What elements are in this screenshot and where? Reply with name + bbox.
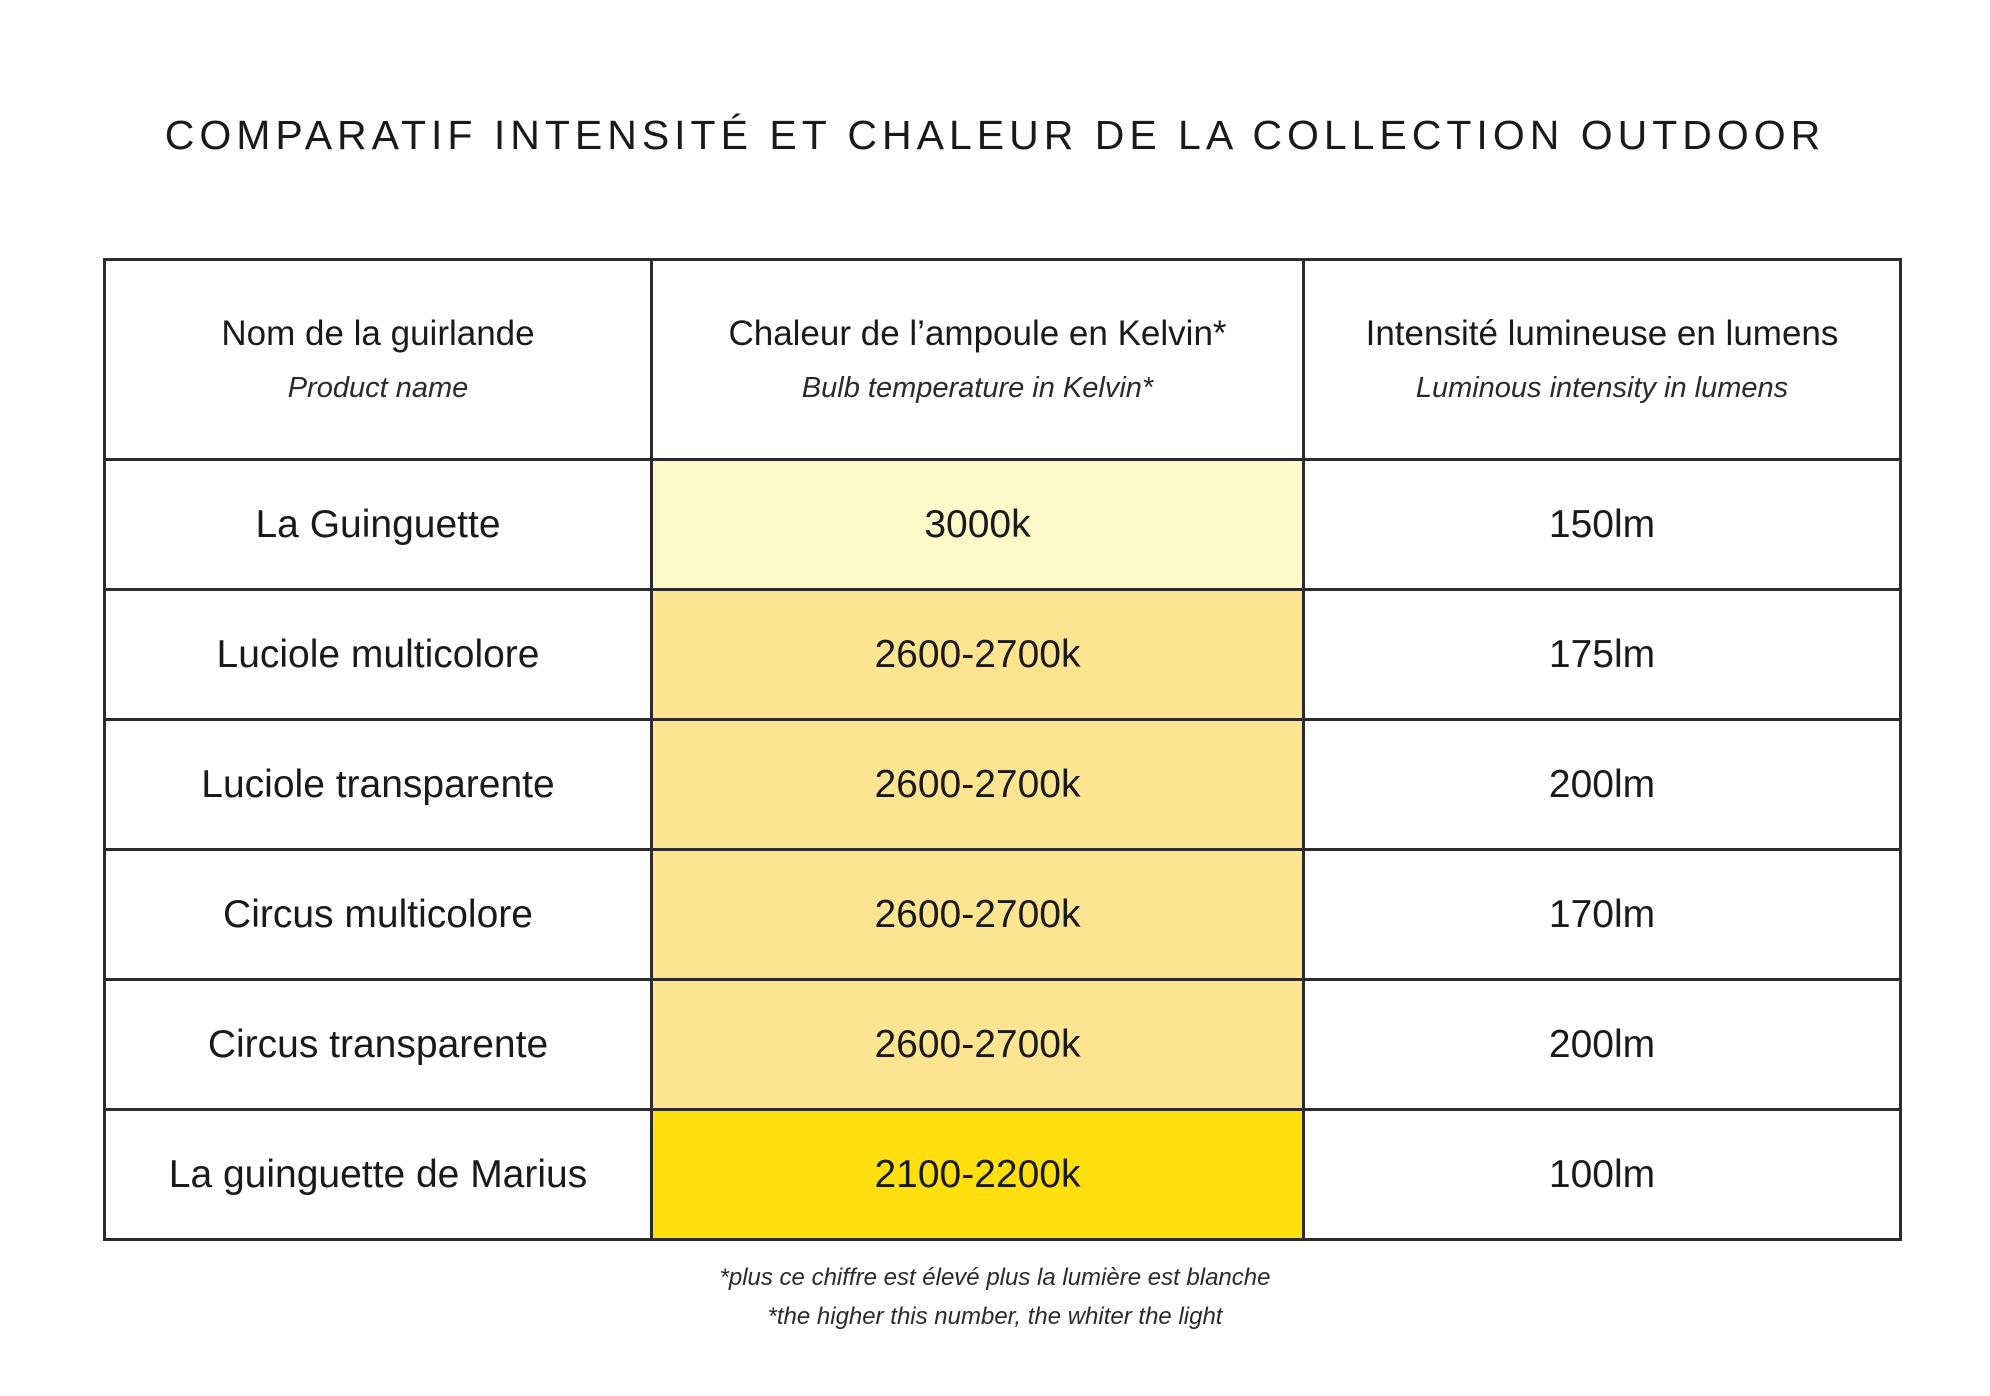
- kelvin-cell: [652, 590, 1304, 720]
- table-row: [105, 720, 1901, 850]
- kelvin-cell: [652, 1110, 1304, 1240]
- kelvin-value: 2600-2700k: [874, 762, 1081, 806]
- kelvin-cell: [652, 720, 1304, 850]
- lumens-value: 100lm: [1548, 1152, 1656, 1196]
- product-name-cell: [105, 720, 652, 850]
- header-main-label: Nom de la guirlande: [221, 314, 535, 353]
- lumens-value: 175lm: [1548, 632, 1656, 676]
- product-name-cell: [105, 460, 652, 590]
- page-title: COMPARATIF INTENSITÉ ET CHALEUR DE LA COLLECTION OUTDOOR: [164, 112, 1826, 158]
- header-sub-label: Bulb temperature in Kelvin*: [801, 372, 1154, 404]
- kelvin-value: 2600-2700k: [874, 1022, 1081, 1066]
- kelvin-value: 3000k: [924, 502, 1031, 546]
- product-name-cell: [105, 850, 652, 980]
- product-name: Luciole multicolore: [216, 632, 540, 676]
- kelvin-cell: [652, 850, 1304, 980]
- header-sub-label: Luminous intensity in lumens: [1415, 372, 1789, 404]
- comparison-table: [103, 258, 1902, 1241]
- product-name-cell: [105, 980, 652, 1110]
- table-row: [105, 590, 1901, 720]
- lumens-cell: [1304, 1110, 1901, 1240]
- header-sub-label: Product name: [287, 372, 469, 404]
- lumens-cell: [1304, 980, 1901, 1110]
- lumens-value: 200lm: [1548, 1022, 1656, 1066]
- lumens-cell: [1304, 590, 1901, 720]
- footnote-en: *the higher this number, the whiter the light: [767, 1303, 1223, 1330]
- product-name: Circus multicolore: [223, 892, 533, 936]
- lumens-value: 170lm: [1548, 892, 1656, 936]
- header-bulb-temperature: [652, 260, 1304, 460]
- header-luminous-intensity: [1304, 260, 1901, 460]
- lumens-value: 150lm: [1548, 502, 1656, 546]
- table-row: [105, 850, 1901, 980]
- lumens-cell: [1304, 460, 1901, 590]
- product-name: Circus transparente: [207, 1022, 549, 1066]
- lumens-value: 200lm: [1548, 762, 1656, 806]
- table-header-row: [105, 260, 1901, 460]
- product-name: La Guinguette: [255, 502, 501, 546]
- product-name-cell: [105, 1110, 652, 1240]
- kelvin-cell: [652, 980, 1304, 1110]
- table-row: [105, 980, 1901, 1110]
- lumens-cell: [1304, 850, 1901, 980]
- product-name-cell: [105, 590, 652, 720]
- product-name: Luciole transparente: [201, 762, 555, 806]
- kelvin-cell: [652, 460, 1304, 590]
- header-product-name: [105, 260, 652, 460]
- footnotes: [0, 1258, 1990, 1336]
- table-row: [105, 1110, 1901, 1240]
- kelvin-value: 2600-2700k: [874, 632, 1081, 676]
- header-main-label: Intensité lumineuse en lumens: [1365, 314, 1839, 353]
- kelvin-value: 2600-2700k: [874, 892, 1081, 936]
- table-row: [105, 460, 1901, 590]
- footnote-fr: *plus ce chiffre est élevé plus la lumière est blanche: [719, 1264, 1271, 1291]
- kelvin-value: 2100-2200k: [874, 1152, 1081, 1196]
- lumens-cell: [1304, 720, 1901, 850]
- product-name: La guinguette de Marius: [168, 1152, 588, 1196]
- header-main-label: Chaleur de l’ampoule en Kelvin*: [728, 314, 1227, 353]
